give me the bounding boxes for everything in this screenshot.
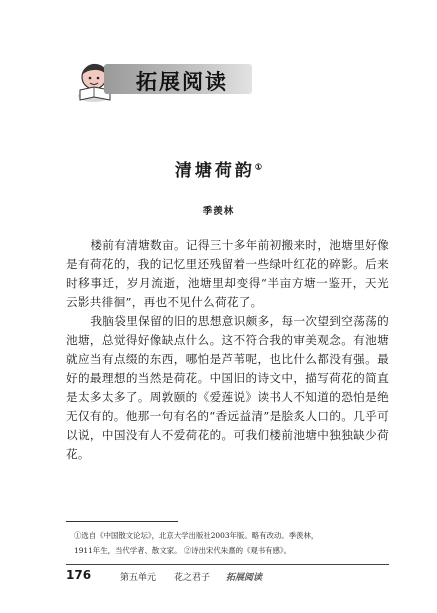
article-title-text: 清塘荷韵 [174, 161, 255, 181]
article-author: 季羡林 [202, 206, 235, 217]
footer-divider [66, 564, 389, 565]
section-banner [74, 60, 264, 100]
paragraph-1: 楼前有清塘数亩。记得三十多年前初搬来时，池塘里好像是有荷花的，我的记忆里还残留着一些绿叶红花的碎影。后来时移事迁，岁月流逝，池塘里却变得“半亩方塘一鉴开，天光云影共徘徊”，再也不见什么荷花了。 [66, 238, 389, 309]
footnote-divider [66, 521, 178, 522]
article-body [66, 236, 389, 464]
title-footnote-marker: ① [254, 161, 263, 172]
unit-title: 花之君子 [174, 573, 211, 583]
footnote-line-2: 1911年生，当代学者、散文家。 ②诗出宋代朱熹的《观书有感》。 [74, 546, 292, 555]
unit-label: 第五单元 [120, 573, 157, 583]
page-footer [66, 568, 389, 584]
footnotes [74, 528, 394, 558]
article-title [0, 156, 437, 181]
paragraph-2: 我脑袋里保留的旧的思想意识颇多，每一次望到空荡荡的池塘，总觉得好像缺点什么。这不符合我的审美观念。有池塘就应当有点缀的东西，哪怕是芦苇呢，也比什么都没有强。最好的最理想的当然是荷花。中国旧的诗文中，描写荷花的简直是太多太多了。周敦颐的《爱莲说》读书人不知道的恐怕是绝无仅有的。他那一句有名的“香远益清”是脍炙人口的。几乎可以说，中国没有人不爱荷花的。可我们楼前池塘中独独缺少荷花。 [66, 314, 389, 461]
footnote-line-1: ①选自《中国散文论坛》，北京大学出版社2003年版。略有改动。季羡林， [74, 531, 319, 540]
page-number: 176 [66, 568, 92, 582]
banner-label: 拓展阅读 [136, 70, 228, 94]
footer-section-label: 拓展阅读 [226, 573, 263, 583]
